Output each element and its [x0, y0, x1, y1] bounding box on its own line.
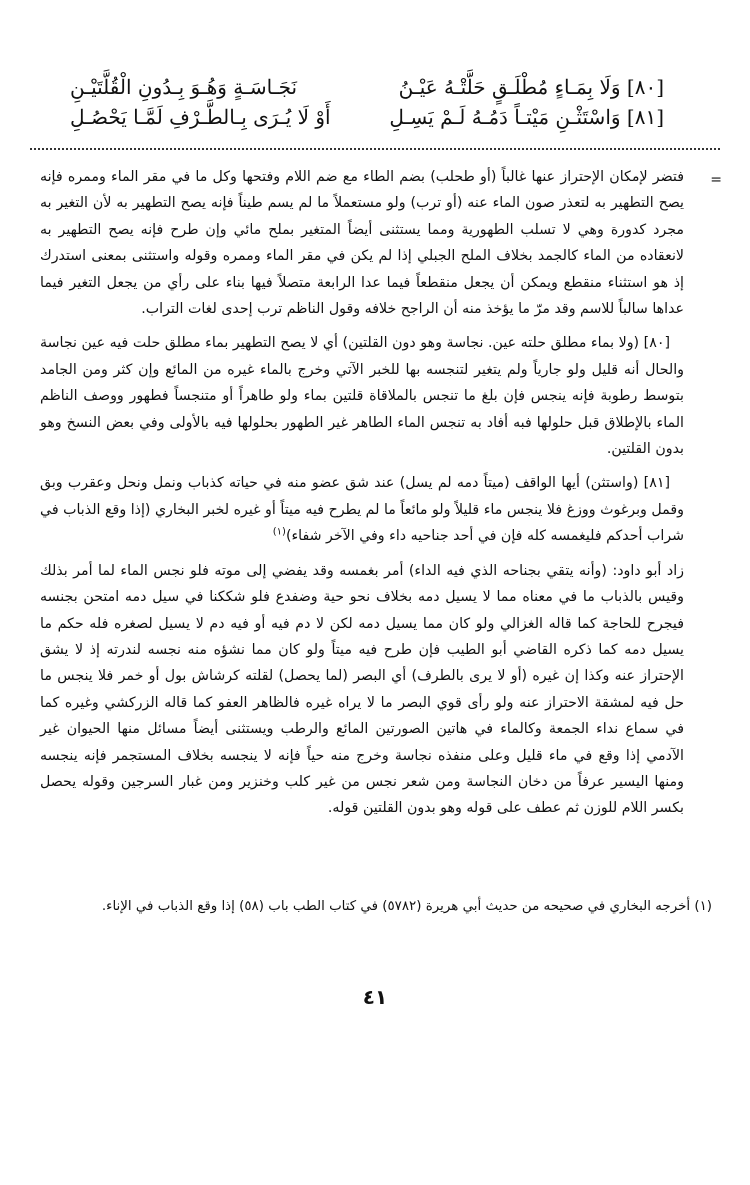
verse-80-first-hemistich: [٨٠] وَلَا بِمَـاءٍ مُطْلَـقٍ حَلَّتْـهُ عَيْـنُ: [398, 75, 664, 99]
continuation-marker: =: [710, 172, 722, 188]
verse-81: [70, 102, 664, 132]
footnote-reference: (١): [272, 526, 286, 538]
verse-80: [70, 72, 664, 102]
dotted-divider: [30, 148, 720, 150]
commentary-text: [40, 164, 684, 830]
footnote: (١) أخرجه البخاري في صحيحه من حديث أبي هريرة (٥٧٨٢) في كتاب الطب باب (٥٨) إذا وقع الذباب في الإناء.: [101, 899, 712, 914]
page-number: ٤١: [362, 985, 388, 1009]
poem-verses: [70, 72, 664, 132]
commentary-paragraph-3-text: [٨١] (واستثن) أيها الواقف (ميتاً دمه لم يسل) عند شق عضو منه في حياته كذباب ونمل ونحل وعقرب وبق وقمل وبرغوث ووزغ فلا ينجس ماء قليلاً ولو مائعاً ما لم يطرح فيه ميتاً أو غيره لخبر البخاري (إذا وقع الذباب في شراب أحدكم فليغمسه كله فإن في أحد جناحيه داء وفي الآخر شفاء): [40, 475, 684, 545]
commentary-paragraph-3: [40, 470, 684, 549]
commentary-paragraph-4: زاد أبو داود: (وأنه يتقي بجناحه الذي فيه الداء) أمر بغمسه وقد يفضي إلى موته فلو نجس الماء لما أمر بذلك وقيس بالذباب ما في معناه مما لا يسيل دمه بخلاف نحو حية وضفدع فلو شككنا في سيل دمه امتحن بجنسه فيجرح للحاجة كما قاله الغزالي ولو كان مما يسيل دمه لكن لا دم فيه أو فيه دم لا يسيل لصغره فله حكم ما يسيل دمه كما ذكره القاضي أبو الطيب فإن طرح فيه ميتاً ولو كان مما نشؤه منه نجسه لندرته إذ لا يشق الإحتراز عنه وكذا إن غيره (أو لا يرى بالطرف) أي البصر (لما يحصل) لقلته كرشاش بول أو خمر فلا ينجس ما حل فيه لمشقة الاحتراز عنه ولو رأى قوي البصر ما لا يراه غيره فالظاهر العفو كما قاله الزركشي وغيره كما في سماع نداء الجمعة وكالماء في هاتين الصورتين المائع والرطب ويستثنى أيضاً مسائل منها الحيوان غير الآدمي إذا وقع في ماء قليل وعلى منفذه نجاسة وخرج منه حياً فإنه لا ينجسه بخلاف المستجمر فإنه ينجسه ومنها اليسير عرفاً من دخان النجاسة ومن شعر نجس من غير كلب وخنزير ومن غبار السرجين وقوله يحصل بكسر اللام للوزن ثم عطف على قوله وهو بدون القلتين قوله.: [40, 562, 684, 817]
verse-80-second-hemistich: نَجَـاسَـةٍ وَهُـوَ بِـدُونِ الْقُلَّتَيْـنِ: [70, 75, 298, 99]
commentary-paragraph-1: فتضر لإمكان الإحتراز عنها غالباً (أو طحلب) بضم الطاء مع ضم اللام وفتحها وكل ما في مقر الماء وممره فإنه يصح التطهير به لتعذر صون الماء عنه (أو ترب) ولو مستعملاً ما لم يسم طيناً فإنه يصح التطهير به لأن التغير به مجرد كدورة وهي لا تسلب الطهورية ومما يستثنى أيضاً المتغير بملح مائي وإن طرح فإنه يصح التطهير به لانعقاده من الماء كالجمد بخلاف الملح الجبلي إذا لم يكن في مقر الماء وممره وقوله واستثنى بمعنى استدرك إذ هو استثناء منقطع ويمكن أن يجعل منقطعاً فيما عدا الرابعة متصلاً فيها بناء على رأي من يجعل التغير فيما عداها سالباً للاسم وقد مرّ ما يؤخذ منه أن الراجح خلافه وقول الناظم ترب إحدى لغات التراب.: [40, 169, 684, 318]
commentary-paragraph-2: [٨٠] (ولا بماء مطلق حلته عين. نجاسة وهو دون القلتين) أي لا يصح التطهير بماء مطلق حلت فيه عين نجاسة والحال أنه قليل ولو جارياً ولم يتغير لتنجسه بها للخبر الآتي وخرج بالماء غيره من المائع وإن كثر ومن الجامد بتوسط رطوبة فإنه ينجس فإن بلغ ما تنجس بالملاقاة قلتين بماء ولو طاهراً أو متنجساً فطهور ووصف الناظم الماء بالإطلاق قبل حلولها فبه أفاد به تنجس الماء الطاهر غير الطهور بحلولها فيه بالأولى وفي بعض النسخ وهو بدون القلتين.: [40, 335, 684, 458]
verse-81-second-hemistich: أَوْ لَا يُـرَى بِـالطَّـرْفِ لَمَّـا يَحْصُـلِ: [70, 105, 331, 129]
verse-81-first-hemistich: [٨١] وَاسْتَثْـنِ مَيْتـاً دَمُـهُ لَـمْ يَسِـلِ: [389, 105, 664, 129]
